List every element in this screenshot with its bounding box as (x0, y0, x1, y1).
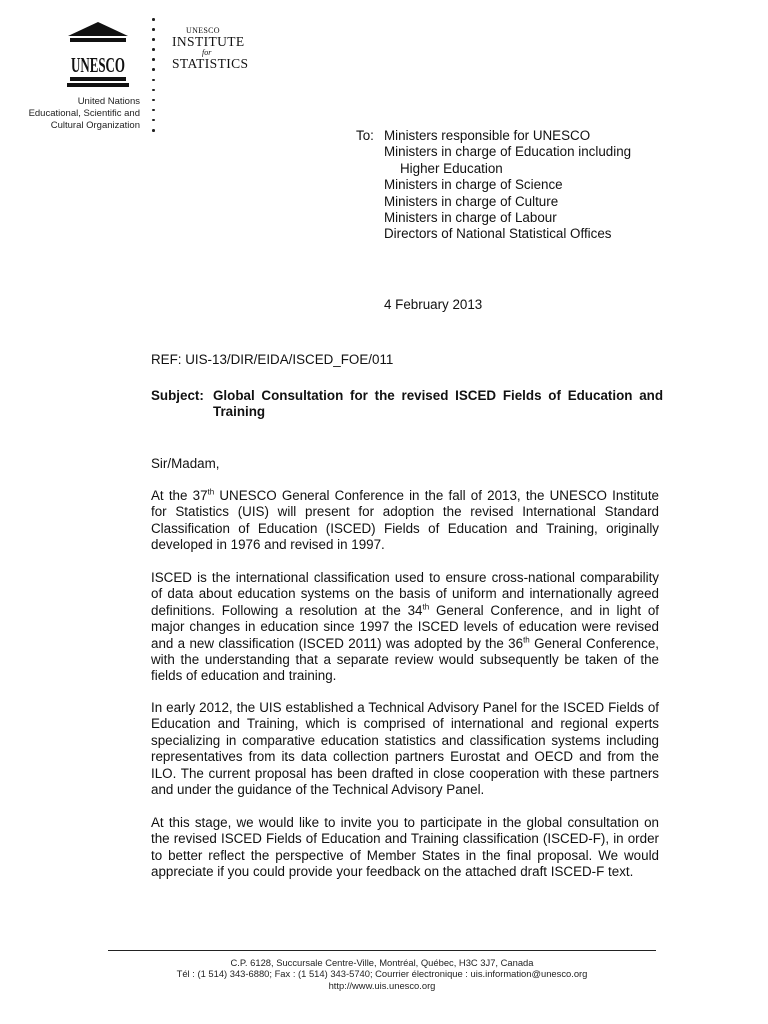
recipients-block (356, 128, 631, 243)
footer-website: http://www.uis.unesco.org (328, 979, 436, 991)
recipient-line: Ministers responsible for UNESCO (384, 128, 591, 143)
footer-postal: C.P. 6128, Succursale Centre-Ville, Montréal, Québec, H3C 3J7, Canada (230, 957, 534, 968)
recipient-line: Ministers in charge of Labour (384, 210, 557, 226)
recipient-line: Higher Education (400, 160, 503, 176)
dotted-separator (152, 18, 156, 142)
org-name-line: United Nations (77, 96, 140, 107)
subject-text: Global Consultation for the revised ISCED Fields of Education and Training (213, 388, 663, 420)
p2-text-a: ISCED is the international classification used to ensure cross-national comparability of data about education systems on the basis of uniform and internationally agreed definitions. Following a resolution at the 34 (151, 570, 659, 618)
body-paragraph-2 (151, 570, 659, 685)
body-paragraph-4: At this stage, we would like to invite you to participate in the global consultation on the revised ISCED Fields of Education and Training classification (ISCED-F), in order to better reflect the perspective of Member States in the final proposal. We would appreciate if you could provide your feedback on the attached draft ISCED-F text. (151, 815, 659, 880)
uis-institute-text: INSTITUTE (172, 34, 245, 49)
p1-text-b: UNESCO General Conference in the fall of 2013, the UNESCO Institute for Statistics (UIS) will present for adoption the revised International Standard Classification of Education (ISCED) Fields of Education and Training, originally developed in 1976 and revised in 1997. (151, 488, 659, 553)
body-paragraph-3: In early 2012, the UIS established a Technical Advisory Panel for the ISCED Fields of Education and Training, which is comprised of international and regional experts specializing in comparative education statistics and classification systems including representatives from its data collection partners Eurostat and OECD and from the ILO. The current proposal has been drafted in close cooperation with these partners and under the guidance of the Technical Advisory Panel. (151, 700, 659, 798)
recipient-line: Ministers in charge of Science (384, 177, 563, 193)
org-name-line: Cultural Organization (50, 120, 140, 131)
uis-small-text: UNESCO (186, 26, 220, 35)
unesco-wordmark: UNESCO (71, 53, 125, 77)
p2-sup-2: th (523, 635, 530, 645)
reference-number: REF: UIS-13/DIR/EIDA/ISCED_FOE/011 (151, 352, 394, 367)
subject-line (151, 388, 663, 421)
uis-for-text: for (202, 48, 212, 57)
p1-sup: th (207, 487, 215, 497)
org-name-line: Educational, Scientific and (28, 108, 140, 119)
unesco-org-name (20, 96, 140, 132)
footer-contact: Tél : (1 514) 343-6880; Fax : (1 514) 343-5740; Courrier électronique : uis.information@unesco.org (176, 968, 588, 980)
footer-divider (108, 950, 656, 951)
subject-label: Subject: (151, 388, 204, 403)
to-label: To: (356, 128, 374, 143)
p2-sup-1: th (422, 602, 430, 612)
salutation: Sir/Madam, (151, 456, 220, 471)
footer-address (108, 957, 656, 991)
uis-logo (172, 26, 252, 70)
p2-text-b: General Conference, and in light of major changes in education since 1997 the ISCED levels of education were revised and a new classification (ISCED 2011) was adopted by the 36 (151, 602, 660, 651)
p2-text-c: General Conference, with the understanding that a separate review would subsequently be taken of the fields of education and training. (151, 635, 659, 684)
p1-text-a: At the 37 (151, 488, 208, 503)
body-paragraph-1 (151, 488, 659, 554)
recipient-line: Directors of National Statistical Offices (384, 226, 612, 242)
uis-statistics-text: STATISTICS (172, 56, 249, 71)
recipient-line: Ministers in charge of Education including (384, 144, 632, 160)
letter-date: 4 February 2013 (384, 297, 483, 312)
unesco-logo (66, 20, 130, 90)
recipient-line: Ministers in charge of Culture (384, 193, 559, 209)
